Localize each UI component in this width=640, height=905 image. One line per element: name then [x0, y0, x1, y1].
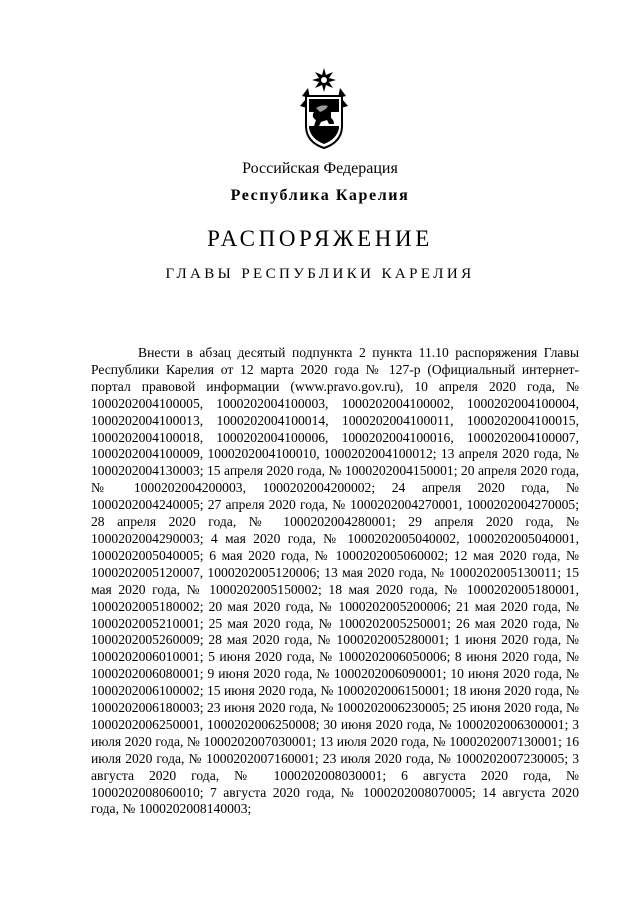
country-name: Российская Федерация — [242, 160, 398, 177]
document-type-title: РАСПОРЯЖЕНИЕ — [207, 226, 433, 251]
karelia-coat-of-arms-icon — [298, 66, 350, 150]
document-issuer: ГЛАВЫ РЕСПУБЛИКИ КАРЕЛИЯ — [165, 266, 475, 282]
republic-name: Республика Карелия — [230, 187, 410, 204]
body-paragraph: Внести в абзац десятый подпункта 2 пункта 11.10 распоряжения Главы Республики Карелия от 12 марта 2020 года № 127-р (Официальный интернет-портал правовой информации (www.pravo.gov.ru), 10 апреля 2020 года, № 1000202004100005, 1000202004100003, 1000202004100002, 1000202004100004, 1000202004100013, 1000202004100014, 1000202004100011, 1000202004100015, 1000202004100018, 1000202004100006, 1000202004100016, 1000202004100007, 1000202004100009, 1000202004100010, 1000202004100012; 13 апреля 2020 года, № 1000202004130003; 15 апреля 2020 года, № 1000202004150001; 20 апреля 2020 года, № 1000202004200003, 1000202004200002; 24 апреля 2020 года, № 1000202004240005; 27 апреля 2020 года, № 1000202004270001, 1000202004270005; 28 апреля 2020 года, № 1000202004280001; 29 апреля 2020 года, № 1000202004290003; 4 мая 2020 года, № 1000202005040002, 1000202005040001, 1000202005040005; 6 мая 2020 года, № 1000202005060002; 12 мая 2020 года, № 1000202005120007, 1000202005120006; 13 мая 2020 года, № 1000202005130011; 15 мая 2020 года, № 1000202005150002; 18 мая 2020 года, № 1000202005180001, 1000202005180002; 20 мая 2020 года, № 1000202005200006; 21 мая 2020 года, № 1000202005210001; 25 мая 2020 года, № 1000202005250001; 26 мая 2020 года, № 1000202005260009; 28 мая 2020 года, № 1000202005280001; 1 июня 2020 года, № 1000202006010001; 5 июня 2020 года, № 1000202006050006; 8 июня 2020 года, № 1000202006080001; 9 июня 2020 года, № 1000202006090001; 10 июня 2020 года, № 1000202006100002; 15 июня 2020 года, № 1000202006150001; 18 июня 2020 года, № 1000202006180003; 23 июня 2020 года, № 1000202006230005; 25 июня 2020 года, № 1000202006250001, 1000202006250008; 30 июня 2020 года, № 1000202006300001; 3 июля 2020 года, № 1000202007030001; 13 июля 2020 года, № 1000202007130001; 16 июля 2020 года, № 1000202007160001; 23 июля 2020 года, № 1000202007230005; 3 августа 2020 года, № 1000202008030001; 6 августа 2020 года, № 1000202008060010; 7 августа 2020 года, № 1000202008070005; 14 августа 2020 года, № 1000202008140003; — [91, 345, 579, 817]
